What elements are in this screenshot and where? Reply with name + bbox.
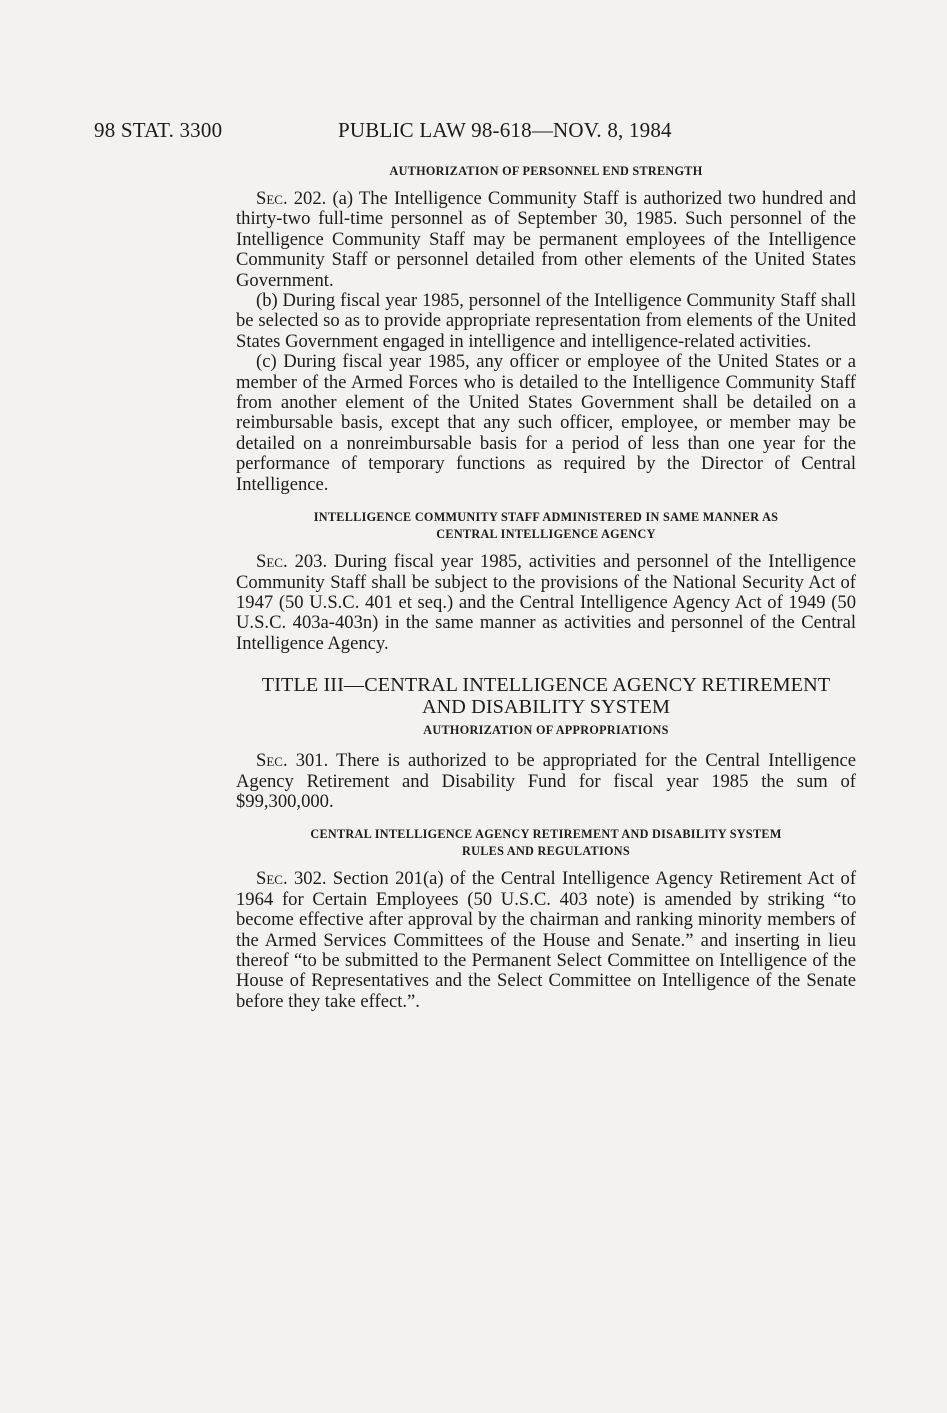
section-301-text: There is authorized to be appropriated for the Central Intelligence Agency Retirement and Disability Fund for fiscal year 1985 the sum of $99,300,000. [236, 750, 856, 812]
section-301-label: Sec. 301. [256, 750, 329, 772]
title-iii-line1: TITLE III—CENTRAL INTELLIGENCE AGENCY RETIREMENT [261, 674, 831, 697]
section-302-caption-line1: CENTRAL INTELLIGENCE AGENCY RETIREMENT AND DISABILITY SYSTEM [310, 827, 782, 842]
section-202-paragraph-c: (c) During fiscal year 1985, any officer or employee of the United States or a member of the Armed Forces who is detailed to the Intelligence Community Staff from another element of the United States Government shall be detailed on a reimbursable basis, except that any such officer, employee, or member may be detailed on a nonreimbursable basis for a period of less than one year for the performance of temporary functions as required by the Director of Central Intelligence. [236, 351, 856, 495]
section-302-caption-line2: RULES AND REGULATIONS [462, 844, 630, 859]
section-302-caption [236, 826, 856, 860]
section-202-label: Sec. 202. [256, 188, 327, 209]
section-203-caption-line2: CENTRAL INTELLIGENCE AGENCY [436, 527, 656, 542]
section-202-paragraph-a [236, 189, 856, 291]
document-body [236, 163, 856, 1012]
section-302-text: Section 201(a) of the Central Intelligence Agency Retirement Act of 1964 for Certain Employees (50 U.S.C. 403 note) is amended by striking “to become effective after approval by the chairman and ranking minority members of the Armed Services Committees of the House and Senate.” and inserting in lieu thereof “to be submitted to the Permanent Select Committee on Intelligence of the House of Representatives and the Select Committee on Intelligence of the Senate before they take effect.”. [236, 868, 857, 1012]
section-302-paragraph [236, 869, 856, 1012]
section-203-caption [236, 509, 856, 543]
statute-page-number: 98 STAT. 3300 [94, 118, 223, 142]
title-iii-heading [236, 674, 856, 718]
section-203-caption-line1: INTELLIGENCE COMMUNITY STAFF ADMINISTERED IN SAME MANNER AS [313, 510, 779, 525]
title-iii-line2: AND DISABILITY SYSTEM [421, 696, 671, 719]
section-203-label: Sec. 203. [256, 551, 328, 573]
section-301-caption: AUTHORIZATION OF APPROPRIATIONS [423, 723, 669, 738]
section-202-paragraph-b: (b) During fiscal year 1985, personnel of the Intelligence Community Staff shall be selected so as to provide appropriate representation from elements of the United States Government engaged in intelligence and intelligence-related activities. [236, 290, 856, 352]
page-header [0, 118, 947, 148]
public-law-heading: PUBLIC LAW 98-618—NOV. 8, 1984 [338, 118, 672, 142]
section-202-caption: AUTHORIZATION OF PERSONNEL END STRENGTH [389, 164, 703, 178]
section-302-label: Sec. 302. [256, 868, 327, 890]
section-202-a-text: (a) The Intelligence Community Staff is authorized two hundred and thirty-two full-time personnel as of September 30, 1985. Such personnel of the Intelligence Community Staff may be permanent employees of the Intelligence Community Staff or personnel detailed from other elements of the United States Government. [236, 188, 856, 291]
section-203-paragraph [236, 552, 856, 654]
section-203-text: During fiscal year 1985, activities and personnel of the Intelligence Community Staff shall be subject to the provisions of the National Security Act of 1947 (50 U.S.C. 401 et seq.) and the Central Intelligence Agency Act of 1949 (50 U.S.C. 403a-403n) in the same manner as activities and personnel of the Central Intelligence Agency. [236, 551, 857, 654]
section-301-paragraph [236, 751, 856, 812]
